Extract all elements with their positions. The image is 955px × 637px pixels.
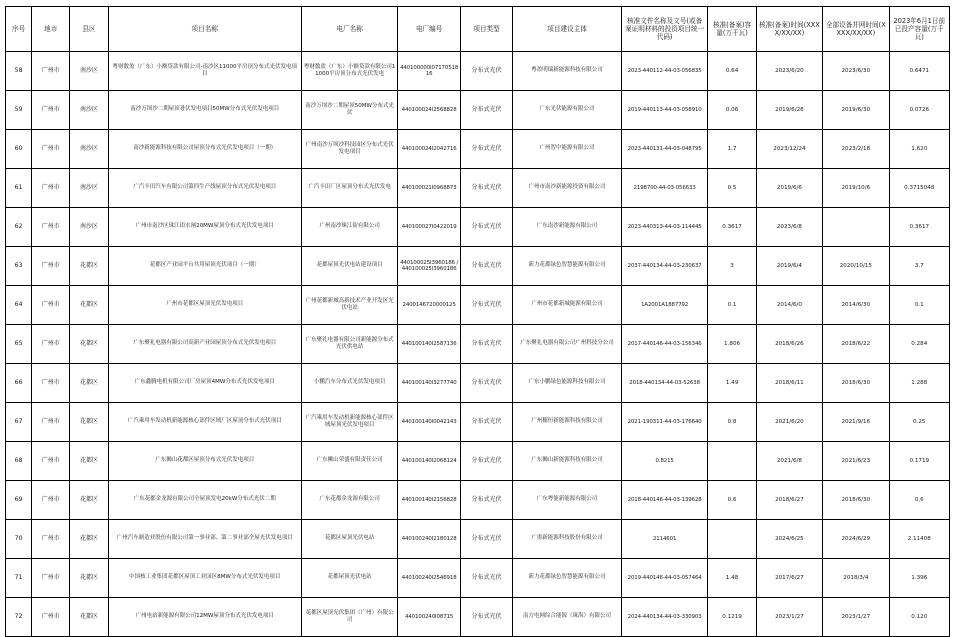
row-produced-capacity: 0.0726 <box>889 91 949 130</box>
row-produced-capacity: 0.6 <box>889 481 949 520</box>
row-county: 花都区 <box>70 559 108 598</box>
row-plant-name: 广州花都新城高新技术产业开发区光伏电站 <box>301 286 398 325</box>
row-grid-connection-date: 2023/1/27 <box>823 598 889 637</box>
row-approved-capacity: 1.7 <box>708 130 756 169</box>
table-row <box>6 208 950 247</box>
row-approved-capacity: 0.6 <box>708 481 756 520</box>
row-approval-date: 2023/6/20 <box>756 52 822 91</box>
row-construction-subject: 粤盈明瑞新能源科技有限公司 <box>513 52 622 91</box>
row-approval-date: 2021/6/20 <box>756 403 822 442</box>
row-city: 广州市 <box>32 169 70 208</box>
table-row <box>6 286 950 325</box>
row-city: 广州市 <box>32 598 70 637</box>
row-approved-capacity: 1.806 <box>708 325 756 364</box>
row-plant-code: 2400146720000125 <box>398 286 460 325</box>
table-row <box>6 52 950 91</box>
project-list-table <box>5 6 950 637</box>
row-approved-capacity: 1.49 <box>708 364 756 403</box>
row-county: 花都区 <box>70 442 108 481</box>
row-approval-document: 2018-440134-44-03-52638 <box>621 364 708 403</box>
row-city: 广州市 <box>32 403 70 442</box>
row-grid-connection-date: 2021/9/16 <box>823 403 889 442</box>
row-construction-subject: 广东狮山新能源科技有限公司 <box>513 442 622 481</box>
row-city: 广州市 <box>32 130 70 169</box>
row-plant-code: 440100021I0968873 <box>398 169 460 208</box>
row-project-type: 分布式光伏 <box>460 559 512 598</box>
table-row <box>6 130 950 169</box>
row-approval-document: 2021-190311-44-03-176640 <box>621 403 708 442</box>
row-construction-subject: 新力花都绿色智慧能源有限公司 <box>513 559 622 598</box>
row-grid-connection-date: 2024/6/29 <box>823 520 889 559</box>
row-approved-capacity <box>708 520 756 559</box>
column-header-produced-capacity: 2023年6月1日前已投产容量(万千瓦) <box>889 7 949 52</box>
row-construction-subject: 广东粤能新能源有限公司 <box>513 481 622 520</box>
row-plant-code: 440100240I2180128 <box>398 520 460 559</box>
row-approval-date: 2019/6/28 <box>756 91 822 130</box>
row-city: 广州市 <box>32 247 70 286</box>
row-grid-connection-date: 2018/6/22 <box>823 325 889 364</box>
row-produced-capacity: 1.396 <box>889 559 949 598</box>
row-produced-capacity: 0.1719 <box>889 442 949 481</box>
row-approval-date: 2024/6/25 <box>756 520 822 559</box>
table-row <box>6 169 950 208</box>
row-approved-capacity <box>708 442 756 481</box>
row-plant-name: 花都屋顶光伏电站 <box>301 559 398 598</box>
row-approval-date: 2021/6/8 <box>756 442 822 481</box>
column-header-project-type: 项目类型 <box>460 7 512 52</box>
table-row <box>6 91 950 130</box>
row-produced-capacity: 0.6471 <box>889 52 949 91</box>
row-county: 花都区 <box>70 247 108 286</box>
row-city: 广州市 <box>32 91 70 130</box>
row-index: 67 <box>6 403 32 442</box>
row-plant-name: 广汽乘用车发动机新能源核心部件区域屋顶光伏发电项目 <box>301 403 398 442</box>
row-project-name: 广州电站新能源有限公司12MW屋顶分布式光伏发电项目 <box>108 598 301 637</box>
row-construction-subject: 新力花都绿色智慧能源有限公司 <box>513 247 622 286</box>
row-index: 64 <box>6 286 32 325</box>
table-row <box>6 481 950 520</box>
table-row <box>6 364 950 403</box>
row-project-type: 分布式光伏 <box>460 403 512 442</box>
row-index: 70 <box>6 520 32 559</box>
column-header-grid-connection-date: 全部设备并网时间(XXXX/XX/XX) <box>823 7 889 52</box>
row-approved-capacity: 3 <box>708 247 756 286</box>
row-county: 南沙区 <box>70 91 108 130</box>
row-plant-name: 广州南沙万顷沙科技园区分布式光伏发电项目 <box>301 130 398 169</box>
row-project-name: 花都区产业园平台共用屋顶光伏项目（一期） <box>108 247 301 286</box>
row-approval-document: 2037-440134-44-03-230637 <box>621 247 708 286</box>
row-approval-date: 2017/6/27 <box>756 559 822 598</box>
table-row <box>6 325 950 364</box>
row-project-name: 南沙新能源科技有限公司屋顶分布式光伏发电项目（一期） <box>108 130 301 169</box>
row-city: 广州市 <box>32 442 70 481</box>
row-approval-document: 2023-440313-44-03-114445 <box>621 208 708 247</box>
row-approval-document: 2114601 <box>621 520 708 559</box>
row-approval-date: 2014/6/0 <box>756 286 822 325</box>
row-produced-capacity: 2.11408 <box>889 520 949 559</box>
row-approval-date: 2023/12/24 <box>756 130 822 169</box>
row-approval-document: 2017-440146-44-03-156346 <box>621 325 708 364</box>
column-header-plant-name: 电厂名称 <box>301 7 398 52</box>
row-project-name: 广东鑫腾电机有限公司厂房屋顶4MW分布式光伏发电项目 <box>108 364 301 403</box>
row-county: 花都区 <box>70 520 108 559</box>
column-header-plant-code: 电厂编号 <box>398 7 460 52</box>
table-row <box>6 598 950 637</box>
row-approval-document: 2019-440113-44-03-058910 <box>621 91 708 130</box>
row-project-type: 分布式光伏 <box>460 130 512 169</box>
row-plant-code: 440100025I3960186 / 440100025I3960186 <box>398 247 460 286</box>
row-plant-code: 440100000I0717051816 <box>398 52 460 91</box>
row-index: 72 <box>6 598 32 637</box>
row-construction-subject: 广州穗恒新能源科技有限公司 <box>513 403 622 442</box>
row-project-name: 广州汽车制造业股份有限公司第一事业部、第二事业部全屋光伏发电项目 <box>108 520 301 559</box>
row-approval-document: 2024-440134-44-03-330903 <box>621 598 708 637</box>
row-city: 广州市 <box>32 520 70 559</box>
row-approval-date: 2018/6/26 <box>756 325 822 364</box>
row-construction-subject: 南方电网综合能源（珠海）有限公司 <box>513 598 622 637</box>
row-index: 65 <box>6 325 32 364</box>
row-approved-capacity: 1.48 <box>708 559 756 598</box>
row-project-type: 分布式光伏 <box>460 442 512 481</box>
row-city: 广州市 <box>32 325 70 364</box>
row-city: 广州市 <box>32 364 70 403</box>
row-produced-capacity: 0.1 <box>889 286 949 325</box>
row-project-type: 分布式光伏 <box>460 598 512 637</box>
column-header-index: 序号 <box>6 7 32 52</box>
row-grid-connection-date: 2021/6/23 <box>823 442 889 481</box>
row-approval-document: 0.8215 <box>621 442 708 481</box>
row-plant-name: 广东聚礼电器有限公司新能源分布式光伏供电站 <box>301 325 398 364</box>
row-plant-code: 440100140I2587136 <box>398 325 460 364</box>
row-plant-code: 440100140I2068124 <box>398 442 460 481</box>
row-city: 广州市 <box>32 559 70 598</box>
row-produced-capacity: 0.25 <box>889 403 949 442</box>
row-plant-code: 440100024I2042716 <box>398 130 460 169</box>
row-plant-code: 440100027I0422019 <box>398 208 460 247</box>
row-grid-connection-date <box>823 208 889 247</box>
row-construction-subject: 广东聚礼电器有限公司广州科技分公司 <box>513 325 622 364</box>
row-approved-capacity: 0.64 <box>708 52 756 91</box>
row-produced-capacity: 1.288 <box>889 364 949 403</box>
row-approval-date: 2018/6/11 <box>756 364 822 403</box>
row-approval-document: 1A2001A1887792 <box>621 286 708 325</box>
row-plant-name: 花都区屋顶光伏电站 <box>301 520 398 559</box>
row-plant-name: 广汽丰田厂区屋顶分布式光伏发电 <box>301 169 398 208</box>
row-project-type: 分布式光伏 <box>460 91 512 130</box>
column-header-approval-date: 核准(备案)时间(XXXX/XX/XX) <box>756 7 822 52</box>
table-header-row <box>6 7 950 52</box>
table-row <box>6 559 950 598</box>
table-row <box>6 442 950 481</box>
row-index: 62 <box>6 208 32 247</box>
row-approved-capacity: 0.1219 <box>708 598 756 637</box>
row-construction-subject: 广东小鹏绿色能源科技有限公司 <box>513 364 622 403</box>
table-row <box>6 520 950 559</box>
row-city: 广州市 <box>32 208 70 247</box>
row-project-type: 分布式光伏 <box>460 364 512 403</box>
row-index: 71 <box>6 559 32 598</box>
row-county: 花都区 <box>70 598 108 637</box>
row-index: 68 <box>6 442 32 481</box>
row-index: 58 <box>6 52 32 91</box>
row-plant-name: 广州南沙珠江街有限公司 <box>301 208 398 247</box>
column-header-construction-subject: 项目建设主体 <box>513 7 622 52</box>
row-plant-name: 广东花都金龙源有限公司 <box>301 481 398 520</box>
row-project-name: 广东聚礼电器有限公司高新产业园屋顶分布式光伏发电项目 <box>108 325 301 364</box>
row-plant-name: 粤财数盈（广东）小额贷款有限公司11000平房顶分布式光伏发电 <box>301 52 398 91</box>
row-approval-document: 2023-440131-44-03-048795 <box>621 130 708 169</box>
row-produced-capacity: 3.7 <box>889 247 949 286</box>
row-grid-connection-date: 2020/10/15 <box>823 247 889 286</box>
row-construction-subject: 广州市花都新城能源有限公司 <box>513 286 622 325</box>
row-city: 广州市 <box>32 286 70 325</box>
row-index: 66 <box>6 364 32 403</box>
row-approval-date: 2018/6/27 <box>756 481 822 520</box>
row-index: 61 <box>6 169 32 208</box>
row-approval-date: 2019/6/6 <box>756 169 822 208</box>
row-county: 花都区 <box>70 286 108 325</box>
row-plant-name: 花都区屋顶光伏集团（广州）有限公司 <box>301 598 398 637</box>
row-city: 广州市 <box>32 481 70 520</box>
row-produced-capacity: 0.3617 <box>889 208 949 247</box>
row-county: 花都区 <box>70 403 108 442</box>
row-index: 59 <box>6 91 32 130</box>
row-project-name: 广汽乘用车发动机新能源核心部件区域厂区屋顶分布式光伏项目 <box>108 403 301 442</box>
row-index: 60 <box>6 130 32 169</box>
row-approved-capacity: 0.5 <box>708 169 756 208</box>
row-grid-connection-date: 2019/10/6 <box>823 169 889 208</box>
row-approved-capacity: 0.1 <box>708 286 756 325</box>
row-city: 广州市 <box>32 52 70 91</box>
row-project-name: 广汽丰田汽车有限公司第四生产线屋顶分布式光伏发电项目 <box>108 169 301 208</box>
row-plant-code: 440100140I3277740 <box>398 364 460 403</box>
row-county: 南沙区 <box>70 169 108 208</box>
row-project-type: 分布式光伏 <box>460 325 512 364</box>
table-body <box>6 52 950 637</box>
row-grid-connection-date: 2018/6/30 <box>823 481 889 520</box>
row-plant-code: 440100240I2546918 <box>398 559 460 598</box>
row-grid-connection-date: 2018/6/30 <box>823 364 889 403</box>
row-county: 南沙区 <box>70 130 108 169</box>
row-plant-code: 440100240I08715 <box>398 598 460 637</box>
row-project-name: 广东狮山花都区屋顶分布式光伏发电项目 <box>108 442 301 481</box>
row-county: 花都区 <box>70 364 108 403</box>
table-row <box>6 247 950 286</box>
row-construction-subject: 广州智中能源有限公司 <box>513 130 622 169</box>
row-county: 花都区 <box>70 325 108 364</box>
column-header-approval-document: 核准文件名称及文号(或备案证明材料的投资项目统一代码) <box>621 7 708 52</box>
row-county: 南沙区 <box>70 52 108 91</box>
row-project-name: 广州市花都区屋顶光伏发电项目 <box>108 286 301 325</box>
row-plant-name: 广东狮山荣盛有限责任公司 <box>301 442 398 481</box>
row-approval-date: 2023/6/8 <box>756 208 822 247</box>
row-construction-subject: 广东南沙新能源有限公司 <box>513 208 622 247</box>
row-project-type: 分布式光伏 <box>460 481 512 520</box>
row-project-type: 分布式光伏 <box>460 208 512 247</box>
column-header-county: 县区 <box>70 7 108 52</box>
row-project-name: 中国核工业集团花都区屋顶工业园区8MW分布式光伏发电项目 <box>108 559 301 598</box>
row-county: 南沙区 <box>70 208 108 247</box>
row-approval-date: 2019/6/4 <box>756 247 822 286</box>
row-produced-capacity: 1.620 <box>889 130 949 169</box>
row-construction-subject: 广重新能源科技股份有限公司 <box>513 520 622 559</box>
row-county: 花都区 <box>70 481 108 520</box>
row-index: 63 <box>6 247 32 286</box>
row-project-name: 广州市南沙区珠江街水闸20MW屋顶分布式光伏发电项目 <box>108 208 301 247</box>
column-header-approved-capacity: 核准(备案)容量(万千瓦) <box>708 7 756 52</box>
row-produced-capacity: 0.284 <box>889 325 949 364</box>
row-grid-connection-date: 2018/3/4 <box>823 559 889 598</box>
row-project-type: 分布式光伏 <box>460 286 512 325</box>
row-plant-code: 440100024I2568828 <box>398 91 460 130</box>
row-approval-document: 2023-440112-44-03-056835 <box>621 52 708 91</box>
row-approved-capacity: 0.06 <box>708 91 756 130</box>
row-project-type: 分布式光伏 <box>460 247 512 286</box>
row-approved-capacity: 0.3617 <box>708 208 756 247</box>
row-plant-name: 花都屋顶光伏电站建设项目 <box>301 247 398 286</box>
table-row <box>6 403 950 442</box>
column-header-project-name: 项目名称 <box>108 7 301 52</box>
row-plant-name: 小鹏汽车分布式光伏发电项目 <box>301 364 398 403</box>
row-approval-document: 2019-440146-44-03-057464 <box>621 559 708 598</box>
row-grid-connection-date: 2019/6/30 <box>823 91 889 130</box>
row-project-type: 分布式光伏 <box>460 169 512 208</box>
row-grid-connection-date: 2023/6/30 <box>823 52 889 91</box>
column-header-city: 地市 <box>32 7 70 52</box>
row-plant-code: 440100140I2156828 <box>398 481 460 520</box>
row-grid-connection-date: 2023/2/18 <box>823 130 889 169</box>
row-grid-connection-date: 2014/6/30 <box>823 286 889 325</box>
row-construction-subject: 广东光伏能源有限公司 <box>513 91 622 130</box>
row-project-name: 广东花都金龙源有限公司全屋顶发电20kW分布式光伏二期 <box>108 481 301 520</box>
row-approval-document: 2018-440146-44-03-139628 <box>621 481 708 520</box>
row-project-name: 南沙万顷沙二期屋顶광伏发电项目50MW分布式光伏发电项目 <box>108 91 301 130</box>
row-produced-capacity: 0.120 <box>889 598 949 637</box>
row-index: 69 <box>6 481 32 520</box>
row-plant-name: 南沙万顷沙二期屋顶50MW分布式光伏 <box>301 91 398 130</box>
row-approval-document: 2198700-44-03-056633 <box>621 169 708 208</box>
row-project-type: 分布式光伏 <box>460 52 512 91</box>
row-produced-capacity: 0.3715048 <box>889 169 949 208</box>
row-project-name: 粤财数盈（广东）小额贷款有限公司-南沙区11000平房顶分布式光伏发电项目 <box>108 52 301 91</box>
row-approved-capacity: 0.8 <box>708 403 756 442</box>
row-plant-code: 440100140I0042143 <box>398 403 460 442</box>
row-construction-subject: 广州市南沙新能源投资有限公司 <box>513 169 622 208</box>
row-approval-date: 2023/1/27 <box>756 598 822 637</box>
row-project-type: 分布式光伏 <box>460 520 512 559</box>
